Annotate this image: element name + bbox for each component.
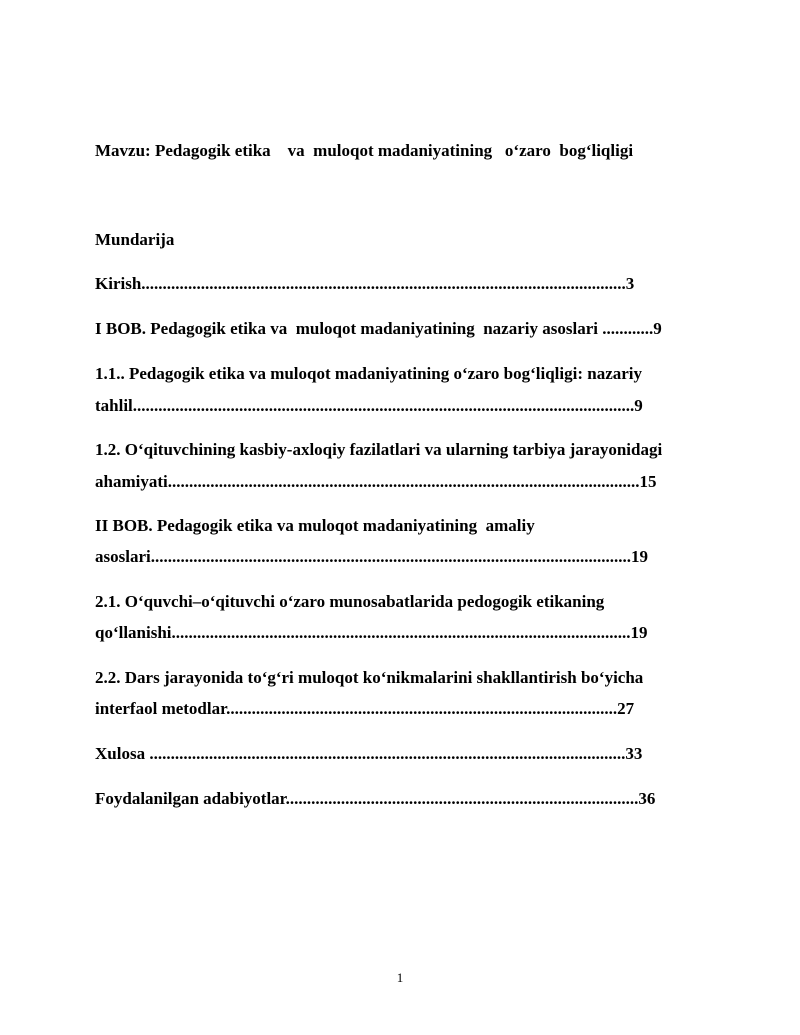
toc-heading: Mundarija [95, 230, 175, 249]
toc-entry-kirish: Kirish..................................................................................................................3 [95, 274, 635, 293]
toc-entry-1-1-line2: tahlil......................................................................................................................9 [95, 396, 643, 415]
toc-entry-2-1-line1: 2.1. O‘quvchi–o‘qituvchi o‘zaro munosabatlarida pedogogik etikaning [95, 592, 605, 611]
toc-entry-2-2-line2: interfaol metodlar............................................................................................27 [95, 699, 635, 718]
toc-entry-chapter-2-line2: asoslari.................................................................................................................19 [95, 547, 648, 566]
toc-entry-2-1-line2: qo‘llanishi............................................................................................................19 [95, 623, 648, 642]
toc-entry-chapter-1: I BOB. Pedagogik etika va muloqot madaniyatining nazariy asoslari ............9 [95, 319, 662, 338]
page-number: 1 [396, 970, 404, 985]
toc-entry-xulosa: Xulosa ................................................................................................................33 [95, 744, 643, 763]
toc-entry-1-1-line1: 1.1.. Pedagogik etika va muloqot madaniyatining o‘zaro bog‘liqligi: nazariy [95, 364, 643, 383]
toc-entry-1-2-line1: 1.2. O‘qituvchining kasbiy-axloqiy fazilatlari va ularning tarbiya jarayonidagi [95, 440, 663, 459]
toc-entry-1-2-line2: ahamiyati...............................................................................................................15 [95, 472, 657, 491]
toc-entry-2-2-line1: 2.2. Dars jarayonida to‘g‘ri muloqot ko‘nikmalarini shakllantirish bo‘yicha [95, 668, 644, 687]
document-title: Mavzu: Pedagogik etika va muloqot madaniyatining o‘zaro bog‘liqligi [95, 141, 634, 160]
toc-entry-bibliography: Foydalanilgan adabiyotlar...................................................................................36 [95, 789, 656, 808]
toc-entry-chapter-2-line1: II BOB. Pedagogik etika va muloqot madaniyatining amaliy [95, 516, 535, 535]
